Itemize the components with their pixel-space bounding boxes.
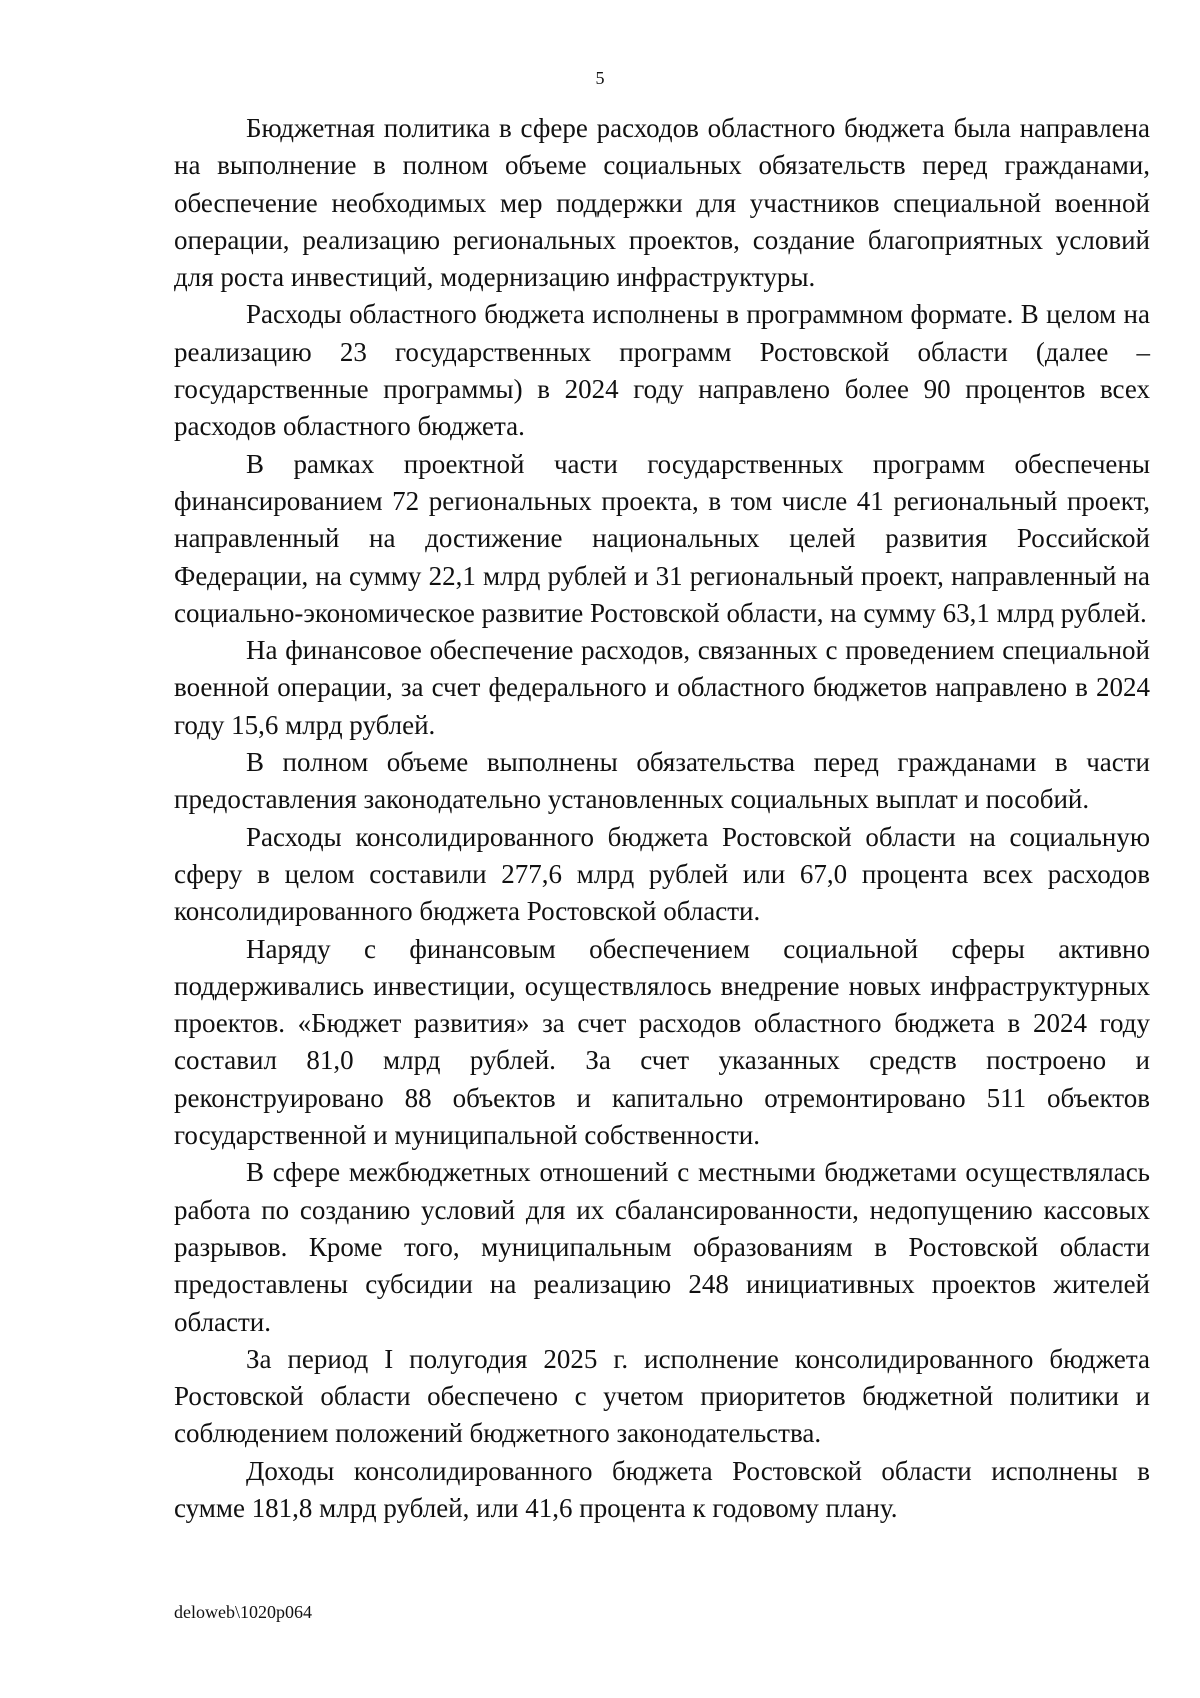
paragraph-program-format: Расходы областного бюджета исполнены в программном формате. В целом на реализацию 23 государственных программ Ростовской области (далее – государственные программы) в 2024 году направлено более 90 процентов всех расходов областного бюджета.: [174, 299, 1150, 442]
paragraph-social-obligations: В полном объеме выполнены обязательства перед гражданами в части предоставления законодательно установленных социальных выплат и пособий.: [174, 747, 1150, 815]
paragraph-revenues: Доходы консолидированного бюджета Ростовской области исполнены в сумме 181,8 млрд рублей, или 41,6 процента к годовому плану.: [174, 1455, 1150, 1523]
paragraph-budget-policy: Бюджетная политика в сфере расходов областного бюджета была направлена на выполнение в полном объеме социальных обязательств перед гражданами, обеспечение необходимых мер поддержки для участников специальной военной операции, реализацию региональных проектов, создание благоприятных условий для роста инвестиций, модернизацию инфраструктуры.: [174, 113, 1150, 293]
paragraph-special-operation: На финансовое обеспечение расходов, связанных с проведением специальной военной операции, за счет федерального и областного бюджетов направлено в 2024 году 15,6 млрд рублей.: [174, 635, 1150, 740]
paragraph-first-half-2025: За период I полугодия 2025 г. исполнение консолидированного бюджета Ростовской области обеспечено с учетом приоритетов бюджетной политики и соблюдением положений бюджетного законодательства.: [174, 1343, 1150, 1449]
document-body: [174, 110, 1150, 1527]
document-footer-code: deloweb\1020p064: [174, 1602, 312, 1622]
paragraph-interbudgetary: В сфере межбюджетных отношений с местными бюджетами осуществлялась работа по созданию условий для их сбалансированности, недопущению кассовых разрывов. Кроме того, муниципальным образованиям в Ростовской области предоставлены субсидии на реализацию 248 инициативных проектов жителей области.: [174, 1157, 1150, 1337]
paragraph-investments: Наряду с финансовым обеспечением социальной сферы активно поддерживались инвестиции, осуществлялось внедрение новых инфраструктурных проектов. «Бюджет развития» за счет расходов областного бюджета в 2024 году составил 81,0 млрд рублей. За счет указанных средств построено и реконструировано 88 объектов и капитально отремонтировано 511 объектов государственной и муниципальной собственности.: [174, 933, 1150, 1151]
paragraph-regional-projects: В рамках проектной части государственных программ обеспечены финансированием 72 региональных проекта, в том числе 41 региональный проект, направленный на достижение национальных целей развития Российской Федерации, на сумму 22,1 млрд рублей и 31 региональный проект, направленный на социально-экономическое развитие Ростовской области, на сумму 63,1 млрд рублей.: [174, 448, 1150, 628]
paragraph-social-sphere: Расходы консолидированного бюджета Ростовской области на социальную сферу в целом составили 277,6 млрд рублей или 67,0 процента всех расходов консолидированного бюджета Ростовской области.: [174, 821, 1150, 927]
page-number: 5: [595, 68, 605, 88]
